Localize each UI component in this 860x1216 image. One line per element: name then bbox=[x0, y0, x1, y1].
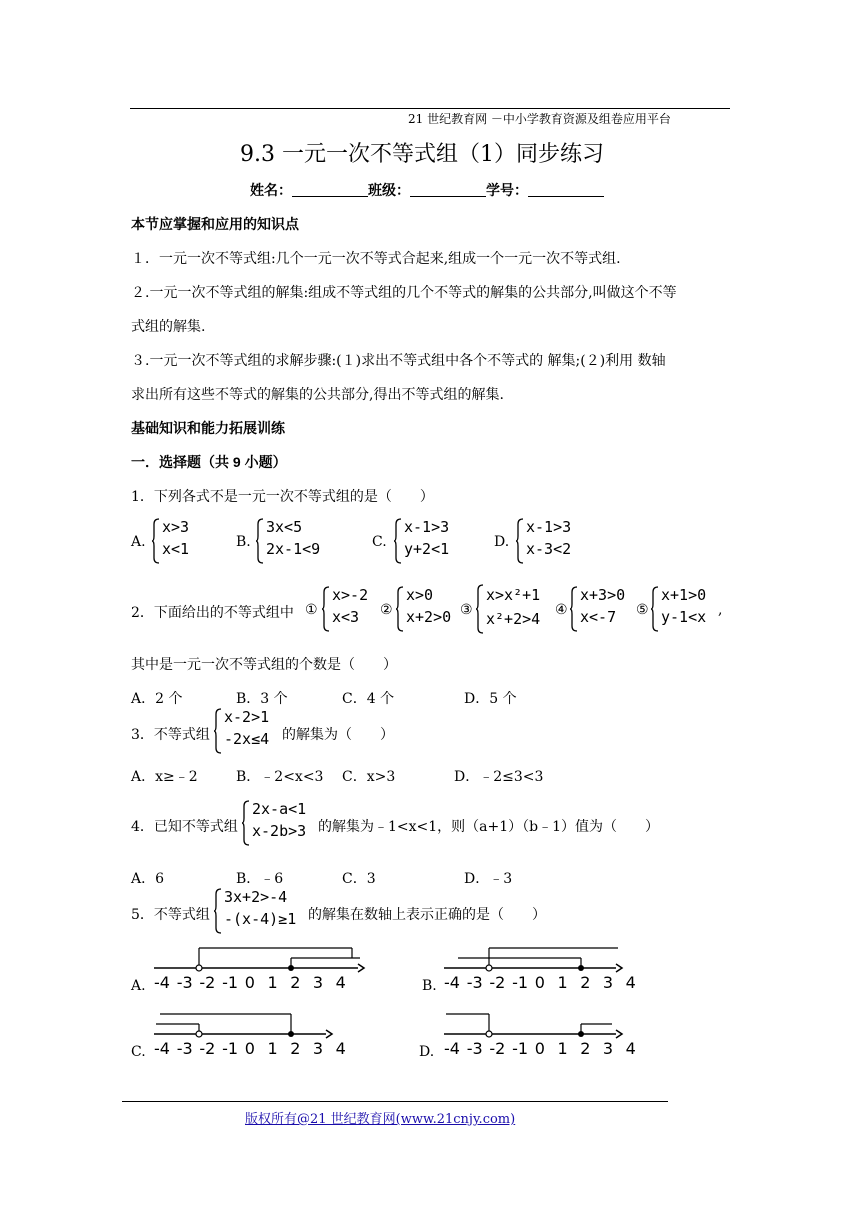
q1-b-line2: 2x-1<9 bbox=[266, 540, 321, 558]
section-heading-knowledge: 本节应掌握和应用的知识点 bbox=[131, 216, 299, 232]
q5-line2: -(x-4)≥1 bbox=[224, 910, 297, 928]
tick-label: 3 bbox=[312, 973, 324, 992]
id-label: 学号： bbox=[486, 182, 528, 198]
q4-line2: x-2b>3 bbox=[252, 822, 307, 840]
q1-option-b-label: B. bbox=[236, 534, 251, 550]
tick-label: 2 bbox=[290, 973, 301, 992]
q1-option-a-label: A. bbox=[131, 534, 146, 550]
class-blank[interactable] bbox=[410, 182, 486, 197]
brace-icon bbox=[394, 518, 402, 564]
tick-label: -1 bbox=[512, 973, 529, 992]
q4-option-b[interactable]: B．﹣6 bbox=[236, 871, 284, 887]
q5-numberline-a[interactable] bbox=[148, 942, 368, 994]
name-blank[interactable] bbox=[292, 182, 368, 197]
tick-label: 4 bbox=[625, 1039, 636, 1058]
knowledge-line-4: ３.一元一次不等式组的求解步骤:(１)求出不等式组中各个不等式的 解集;(２)利用 数轴 bbox=[131, 353, 666, 369]
q2-option-a[interactable]: A．2 个 bbox=[131, 691, 183, 707]
q2-mark-3: ③ bbox=[460, 602, 473, 618]
tick-label: -1 bbox=[222, 1039, 239, 1058]
q2-s1-line2: x<3 bbox=[332, 608, 360, 626]
q2-mark-2: ② bbox=[380, 602, 393, 618]
tick-label: 0 bbox=[534, 973, 545, 992]
q1-a-line1: x>3 bbox=[162, 518, 190, 536]
q3-option-c[interactable]: C．x>3 bbox=[342, 769, 396, 785]
knowledge-line-3: 式组的解集. bbox=[131, 319, 206, 335]
name-label: 姓名： bbox=[250, 182, 292, 198]
q2-s1-line1: x>-2 bbox=[332, 586, 369, 604]
tick-label: -1 bbox=[222, 973, 239, 992]
tick-label: 1 bbox=[557, 1039, 568, 1058]
q2-s4-line2: x<-7 bbox=[580, 608, 617, 626]
brace-icon bbox=[516, 518, 524, 564]
tick-label: -1 bbox=[512, 1039, 529, 1058]
knowledge-line-1: １．一元一次不等式组:几个一元一次不等式合起来,组成一个一元一次不等式组. bbox=[131, 251, 621, 267]
q3-stem-prefix: 3．不等式组 bbox=[131, 727, 210, 743]
tick-label: -4 bbox=[154, 1039, 170, 1058]
q1-d-line1: x-1>3 bbox=[526, 518, 572, 536]
section-heading-training: 基础知识和能力拓展训练 bbox=[131, 420, 285, 436]
tick-label: 0 bbox=[534, 1039, 545, 1058]
footer-rule bbox=[122, 1101, 668, 1102]
tick-label: -4 bbox=[444, 1039, 460, 1058]
q4-option-c[interactable]: C．3 bbox=[342, 871, 376, 887]
numberline-c-ticks bbox=[154, 1039, 346, 1058]
tick-label: 4 bbox=[335, 1039, 346, 1058]
q3-option-a[interactable]: A．x≥﹣2 bbox=[131, 769, 198, 785]
tick-label: 2 bbox=[290, 1039, 301, 1058]
q5-numberline-d[interactable] bbox=[438, 1008, 658, 1060]
footer-copyright-link[interactable]: 版权所有@21 世纪教育网(www.21cnjy.com) bbox=[245, 1112, 516, 1127]
q2-mark-1: ① bbox=[305, 602, 318, 618]
q2-s2-line2: x+2>0 bbox=[406, 608, 452, 626]
tick-label: -3 bbox=[466, 1039, 483, 1058]
part-heading-choice: 一．选择题（共 9 小题） bbox=[131, 454, 287, 470]
q2-s3-line1: x>x²+1 bbox=[486, 586, 541, 604]
tick-label: -2 bbox=[199, 1039, 216, 1058]
tick-label: -2 bbox=[489, 973, 506, 992]
q5-option-c-label[interactable]: C. bbox=[131, 1044, 146, 1060]
brace-icon bbox=[214, 708, 222, 754]
numberline-d-graph bbox=[444, 1014, 622, 1038]
numberline-a-ticks bbox=[154, 973, 346, 992]
student-info-line bbox=[250, 180, 604, 200]
brace-icon bbox=[396, 586, 404, 632]
q2-s3-line2: x²+2>4 bbox=[486, 610, 541, 628]
tick-label: -3 bbox=[176, 1039, 193, 1058]
knowledge-line-5: 求出所有这些不等式的解集的公共部分,得出不等式组的解集. bbox=[131, 387, 504, 403]
tick-label: -4 bbox=[444, 973, 460, 992]
brace-icon bbox=[242, 800, 250, 846]
q1-a-line2: x<1 bbox=[162, 540, 190, 558]
brace-icon bbox=[152, 518, 160, 564]
numberline-b-graph bbox=[444, 948, 622, 972]
tick-label: -4 bbox=[154, 973, 170, 992]
q2-stem-line2: 其中是一元一次不等式组的个数是（ ） bbox=[131, 657, 397, 673]
brace-icon bbox=[214, 888, 222, 934]
q4-option-d[interactable]: D．﹣3 bbox=[464, 871, 513, 887]
page-title: 9.3 一元一次不等式组（1）同步练习 bbox=[240, 142, 604, 167]
q2-s5-line2: y-1<x bbox=[661, 608, 707, 626]
knowledge-line-2: ２.一元一次不等式组的解集:组成不等式组的几个不等式的解集的公共部分,叫做这个不等 bbox=[131, 285, 677, 301]
tick-label: 1 bbox=[267, 973, 278, 992]
header-site-text: 21 世纪教育网 －中小学教育资源及组卷应用平台 bbox=[408, 112, 671, 126]
q3-line2: -2x≤4 bbox=[224, 730, 270, 748]
brace-icon bbox=[476, 584, 484, 634]
q1-d-line2: x-3<2 bbox=[526, 540, 572, 558]
q5-stem-prefix: 5．不等式组 bbox=[131, 907, 210, 923]
tick-label: 0 bbox=[244, 973, 255, 992]
tick-label: -2 bbox=[489, 1039, 506, 1058]
q1-option-c-label: C. bbox=[372, 534, 387, 550]
q2-option-b[interactable]: B．3 个 bbox=[236, 691, 288, 707]
q2-stem-suffix: , bbox=[718, 602, 723, 618]
q4-stem-suffix: 的解集为﹣1<x<1，则（a+1）（b﹣1）值为（ ） bbox=[318, 819, 660, 835]
tick-label: 4 bbox=[335, 973, 346, 992]
tick-label: 2 bbox=[580, 973, 591, 992]
q2-s4-line1: x+3>0 bbox=[580, 586, 626, 604]
q2-s2-line1: x>0 bbox=[406, 586, 434, 604]
q3-line1: x-2>1 bbox=[224, 708, 270, 726]
q5-option-a-label[interactable]: A. bbox=[131, 978, 146, 994]
tick-label: 3 bbox=[602, 973, 614, 992]
numberline-b-ticks bbox=[444, 973, 636, 992]
brace-icon bbox=[256, 518, 264, 564]
tick-label: 3 bbox=[312, 1039, 324, 1058]
tick-label: 1 bbox=[557, 973, 568, 992]
q2-option-c[interactable]: C．4 个 bbox=[342, 691, 395, 707]
q4-stem-prefix: 4．已知不等式组 bbox=[131, 819, 238, 835]
tick-label: 0 bbox=[244, 1039, 255, 1058]
header-rule bbox=[130, 108, 730, 109]
brace-icon bbox=[651, 586, 659, 632]
q5-numberline-b[interactable] bbox=[438, 942, 658, 994]
q5-option-b-label[interactable]: B. bbox=[422, 978, 437, 994]
id-blank[interactable] bbox=[528, 182, 604, 197]
q2-stem-prefix: 2．下面给出的不等式组中 bbox=[131, 605, 294, 621]
q1-option-d-label: D. bbox=[494, 534, 510, 550]
tick-label: -2 bbox=[199, 973, 216, 992]
q1-b-line1: 3x<5 bbox=[266, 518, 303, 536]
q2-mark-4: ④ bbox=[555, 602, 568, 618]
q2-option-d[interactable]: D．5 个 bbox=[464, 691, 517, 707]
brace-icon bbox=[570, 586, 578, 632]
tick-label: 3 bbox=[602, 1039, 614, 1058]
q1-stem: 1．下列各式不是一元一次不等式组的是（ ） bbox=[131, 489, 434, 505]
tick-label: -3 bbox=[466, 973, 483, 992]
numberline-c-graph bbox=[154, 1014, 332, 1038]
q5-line1: 3x+2>-4 bbox=[224, 888, 288, 906]
q2-mark-5: ⑤ bbox=[636, 602, 649, 618]
tick-label: 2 bbox=[580, 1039, 591, 1058]
tick-label: 1 bbox=[267, 1039, 278, 1058]
q2-s5-line1: x+1>0 bbox=[661, 586, 707, 604]
numberline-d-ticks bbox=[444, 1039, 636, 1058]
tick-label: -3 bbox=[176, 973, 193, 992]
q1-c-line1: x-1>3 bbox=[404, 518, 450, 536]
q5-option-d-label[interactable]: D. bbox=[419, 1044, 435, 1060]
q4-option-a[interactable]: A．6 bbox=[131, 871, 165, 887]
brace-icon bbox=[322, 586, 330, 632]
q5-numberline-c[interactable] bbox=[148, 1008, 368, 1060]
tick-label: 4 bbox=[625, 973, 636, 992]
q1-c-line2: y+2<1 bbox=[404, 540, 450, 558]
q5-stem-suffix: 的解集在数轴上表示正确的是（ ） bbox=[308, 907, 546, 923]
q4-line1: 2x-a<1 bbox=[252, 800, 307, 818]
numberline-a-graph bbox=[154, 948, 364, 972]
q3-option-d[interactable]: D．﹣2≤3<3 bbox=[454, 769, 544, 785]
class-label: 班级： bbox=[368, 182, 410, 198]
q3-option-b[interactable]: B．﹣2<x<3 bbox=[236, 769, 324, 785]
q3-stem-suffix: 的解集为（ ） bbox=[282, 727, 394, 743]
